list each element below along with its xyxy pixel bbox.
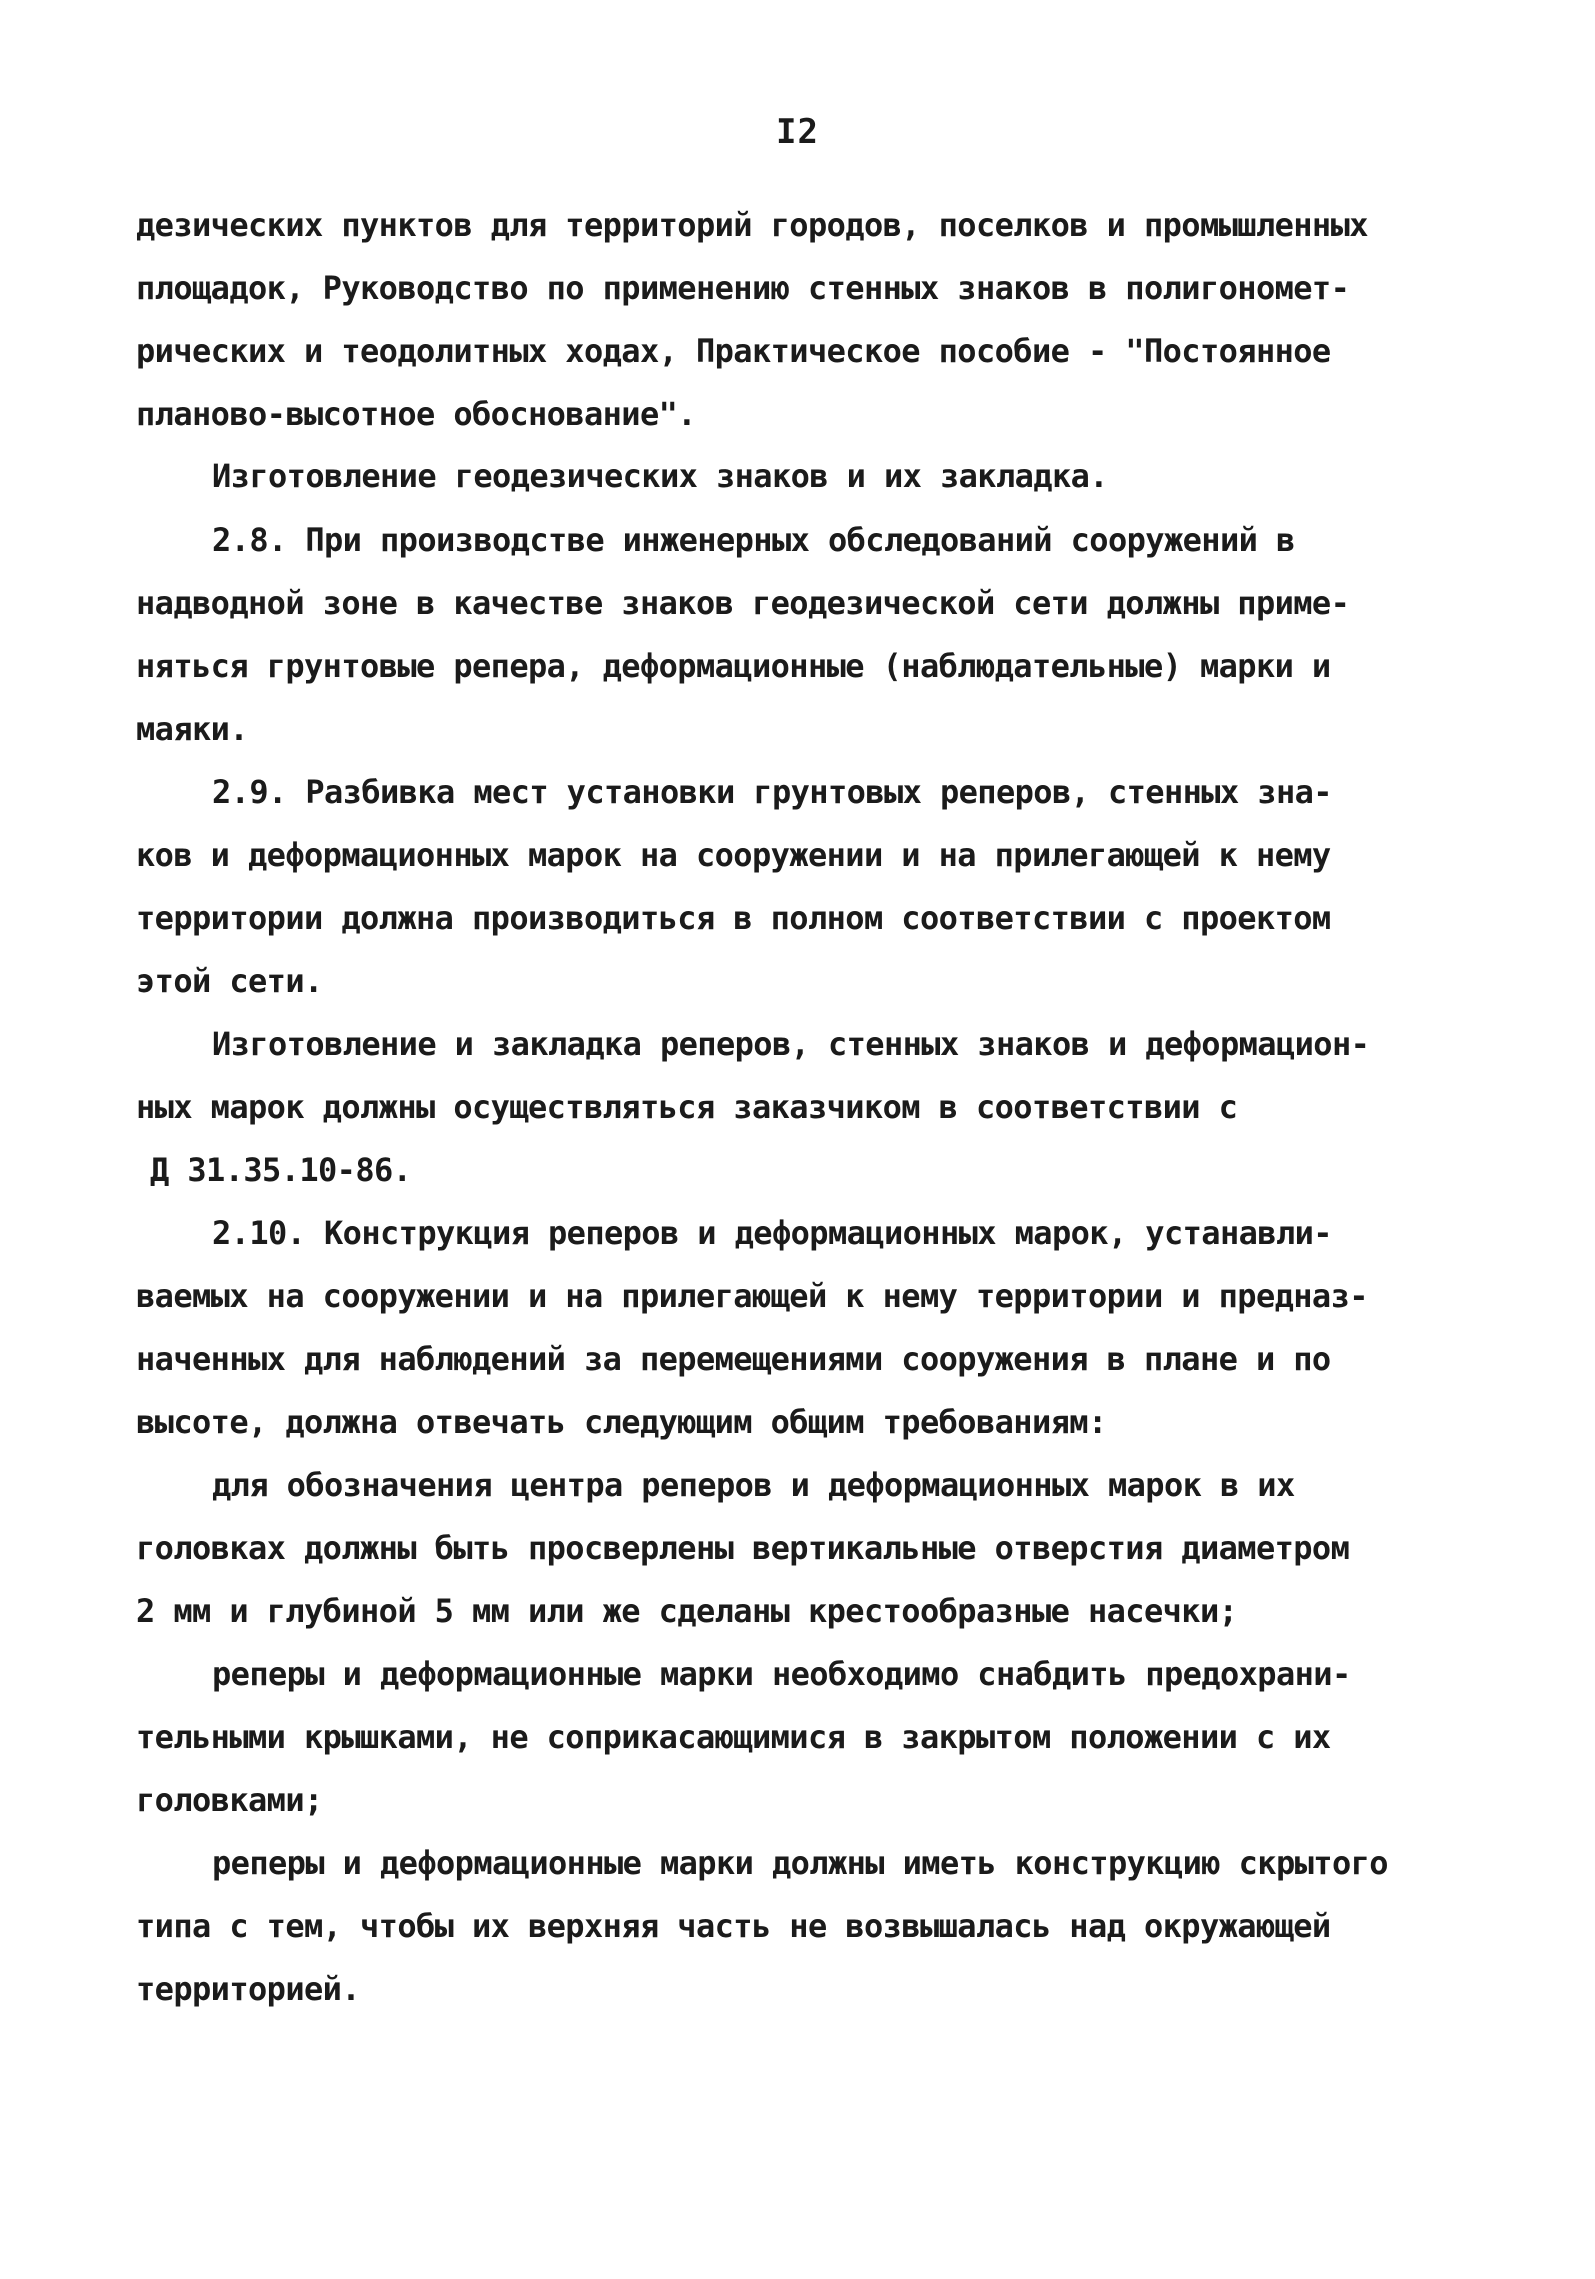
text-line: головками; — [136, 1781, 323, 1819]
text-line: типа с тем, чтобы их верхняя часть не возвышалась над окружающей — [136, 1907, 1331, 1945]
text-line: ваемых на сооружении и на прилегающей к нему территории и предназ- — [136, 1277, 1368, 1315]
paragraph-2-8-first-line: 2.8. При производстве инженерных обследований сооружений в — [212, 521, 1295, 559]
text-line: маяки. — [136, 710, 248, 748]
text-line: территории должна производиться в полном соответствии с проектом — [136, 899, 1331, 937]
text-line: ков и деформационных марок на сооружении и на прилегающей к нему — [136, 836, 1331, 874]
text-line: наченных для наблюдений за перемещениями сооружения в плане и по — [136, 1340, 1331, 1378]
text-line: тельными крышками, не соприкасающимися в закрытом положении с их — [136, 1718, 1331, 1756]
section-heading: Изготовление геодезических знаков и их закладка. — [212, 457, 1108, 495]
requirement-item-first-line: реперы и деформационные марки необходимо снабдить предохрани- — [212, 1655, 1351, 1693]
text-line: 2 мм и глубиной 5 мм или же сделаны крестообразные насечки; — [136, 1592, 1238, 1630]
text-line: территорией. — [136, 1970, 360, 2008]
text-line: дезических пунктов для территорий городов, поселков и промышленных — [136, 206, 1368, 244]
page-number: I2 — [776, 112, 819, 152]
text-line: няться грунтовые репера, деформационные (наблюдательные) марки и — [136, 647, 1331, 685]
text-line: этой сети. — [136, 962, 323, 1000]
requirement-item-first-line: реперы и деформационные марки должны иметь конструкцию скрытого — [212, 1844, 1388, 1882]
text-line: рических и теодолитных ходах, Практическое пособие - "Постоянное — [136, 332, 1331, 370]
text-line: надводной зоне в качестве знаков геодезической сети должны приме- — [136, 584, 1350, 622]
requirement-item-first-line: для обозначения центра реперов и деформационных марок в их — [212, 1466, 1295, 1504]
text-line: высоте, должна отвечать следующим общим требованиям: — [136, 1403, 1107, 1441]
paragraph-2-10-first-line: 2.10. Конструкция реперов и деформационных марок, устанавли- — [212, 1214, 1332, 1252]
paragraph-2-9-first-line: 2.9. Разбивка мест установки грунтовых реперов, стенных зна- — [212, 773, 1332, 811]
paragraph-first-line: Изготовление и закладка реперов, стенных знаков и деформацион- — [212, 1025, 1370, 1063]
text-line: площадок, Руководство по применению стенных знаков в полигономет- — [136, 269, 1350, 307]
document-reference: Д 31.35.10-86. — [150, 1151, 412, 1189]
text-line: головках должны быть просверлены вертикальные отверстия диаметром — [136, 1529, 1350, 1567]
text-line: ных марок должны осуществляться заказчиком в соответствии с — [136, 1088, 1238, 1126]
text-line: планово-высотное обоснование". — [136, 395, 696, 433]
